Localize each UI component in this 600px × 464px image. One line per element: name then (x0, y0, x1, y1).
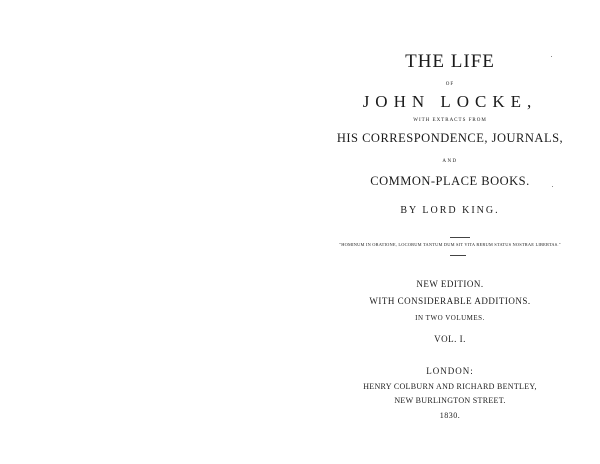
motto-rule-bottom (450, 255, 466, 256)
book-title: THE LIFE (405, 51, 495, 72)
imprint-city: LONDON: (426, 366, 474, 376)
with-extracts-line: WITH EXTRACTS FROM (413, 118, 487, 123)
volume-number: VOL. I. (434, 334, 466, 344)
additions-line: WITH CONSIDERABLE ADDITIONS. (369, 296, 531, 306)
scan-speck (551, 56, 552, 57)
scan-speck (552, 186, 553, 187)
subject-name: JOHN LOCKE, (362, 92, 538, 111)
motto: "HOMINUM IN ORATIONE, LOCORUM TANTUM DUM SIT VITA RERUM STATUS NOSTRAE LIBERTAS." (339, 242, 561, 247)
of-connector: OF (445, 82, 455, 87)
motto-rule-top (450, 237, 470, 238)
sources-line-2: COMMON-PLACE BOOKS. (370, 174, 530, 188)
sources-line-1: HIS CORRESPONDENCE, JOURNALS, (336, 131, 564, 145)
and-connector: AND (442, 159, 458, 164)
volumes-line: IN TWO VOLUMES. (415, 314, 485, 322)
imprint-publisher: HENRY COLBURN AND RICHARD BENTLEY, (363, 382, 537, 391)
imprint-address: NEW BURLINGTON STREET. (394, 396, 506, 405)
imprint-year: 1830. (439, 411, 461, 420)
author-line: BY LORD KING. (400, 205, 500, 216)
title-page (300, 0, 600, 464)
edition-line: NEW EDITION. (416, 279, 484, 289)
